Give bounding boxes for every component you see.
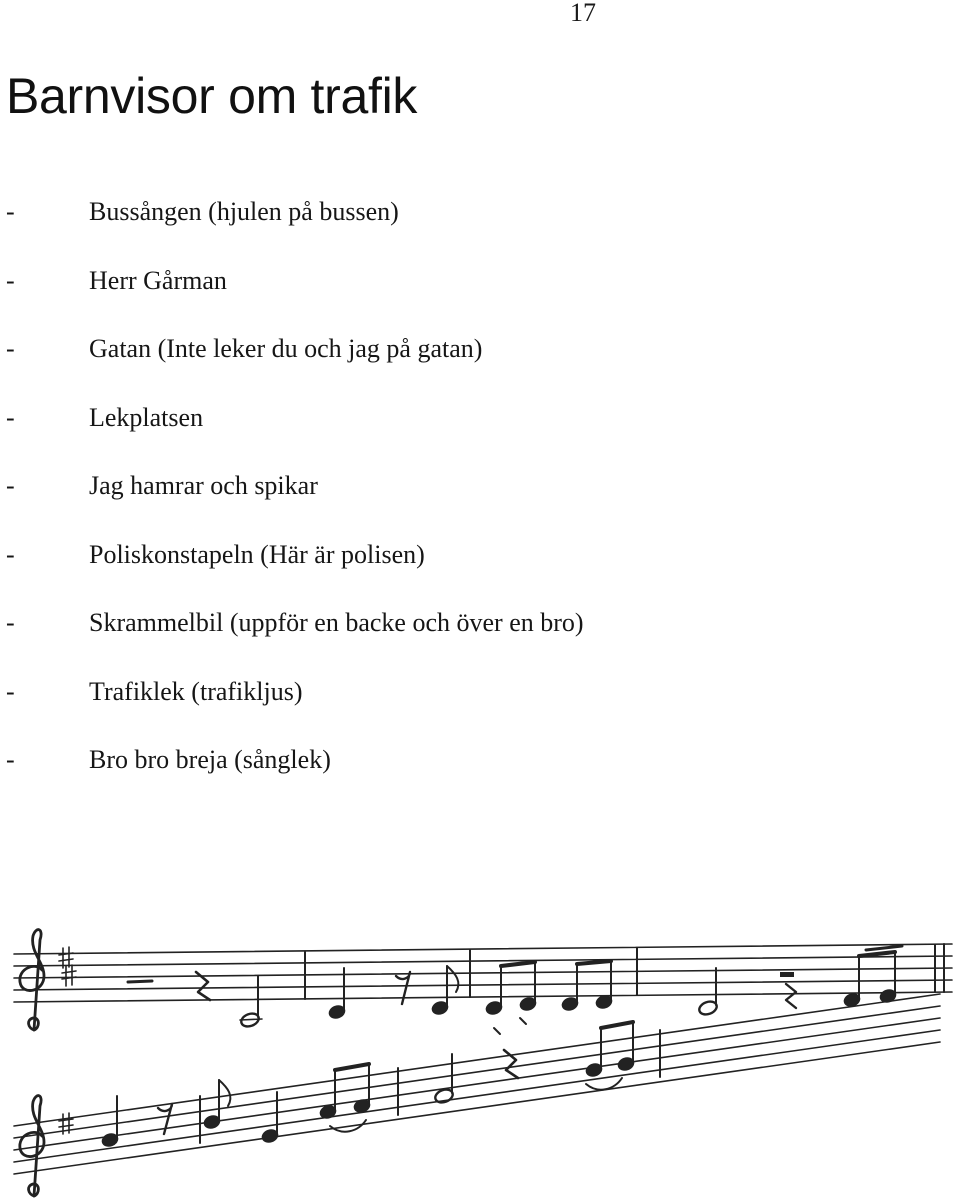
list-bullet: - [6, 197, 15, 226]
song-title: Herr Gårman [89, 265, 227, 295]
list-bullet: - [6, 334, 15, 363]
song-title: Poliskonstapeln (Här är polisen) [89, 539, 425, 569]
page-title: Barnvisor om trafik [6, 68, 418, 124]
song-title: Bussången (hjulen på bussen) [89, 197, 399, 226]
list-bullet: - [6, 471, 15, 500]
page-number: 17 [570, 0, 596, 27]
song-title: Skrammelbil (uppför en backe och över en bro) [89, 608, 584, 637]
list-bullet: - [6, 402, 15, 432]
song-title: Bro bro breja (sånglek) [89, 745, 331, 774]
list-item [0, 601, 960, 670]
list-item [0, 327, 960, 396]
list-bullet: - [6, 265, 15, 295]
sheet-music-icon [0, 900, 960, 1199]
song-list [0, 190, 960, 807]
list-bullet: - [6, 608, 15, 637]
list-item [0, 190, 960, 259]
list-item [0, 670, 960, 739]
song-title: Trafiklek (trafikljus) [89, 676, 303, 706]
list-bullet: - [6, 676, 15, 706]
song-title: Lekplatsen [89, 402, 204, 432]
list-bullet: - [6, 539, 15, 569]
list-item [0, 259, 960, 328]
list-bullet: - [6, 745, 15, 774]
song-title: Gatan (Inte leker du och jag på gatan) [89, 334, 483, 363]
song-title: Jag hamrar och spikar [89, 471, 318, 500]
list-item [0, 533, 960, 602]
list-item [0, 464, 960, 533]
list-item [0, 396, 960, 465]
list-item [0, 738, 960, 807]
